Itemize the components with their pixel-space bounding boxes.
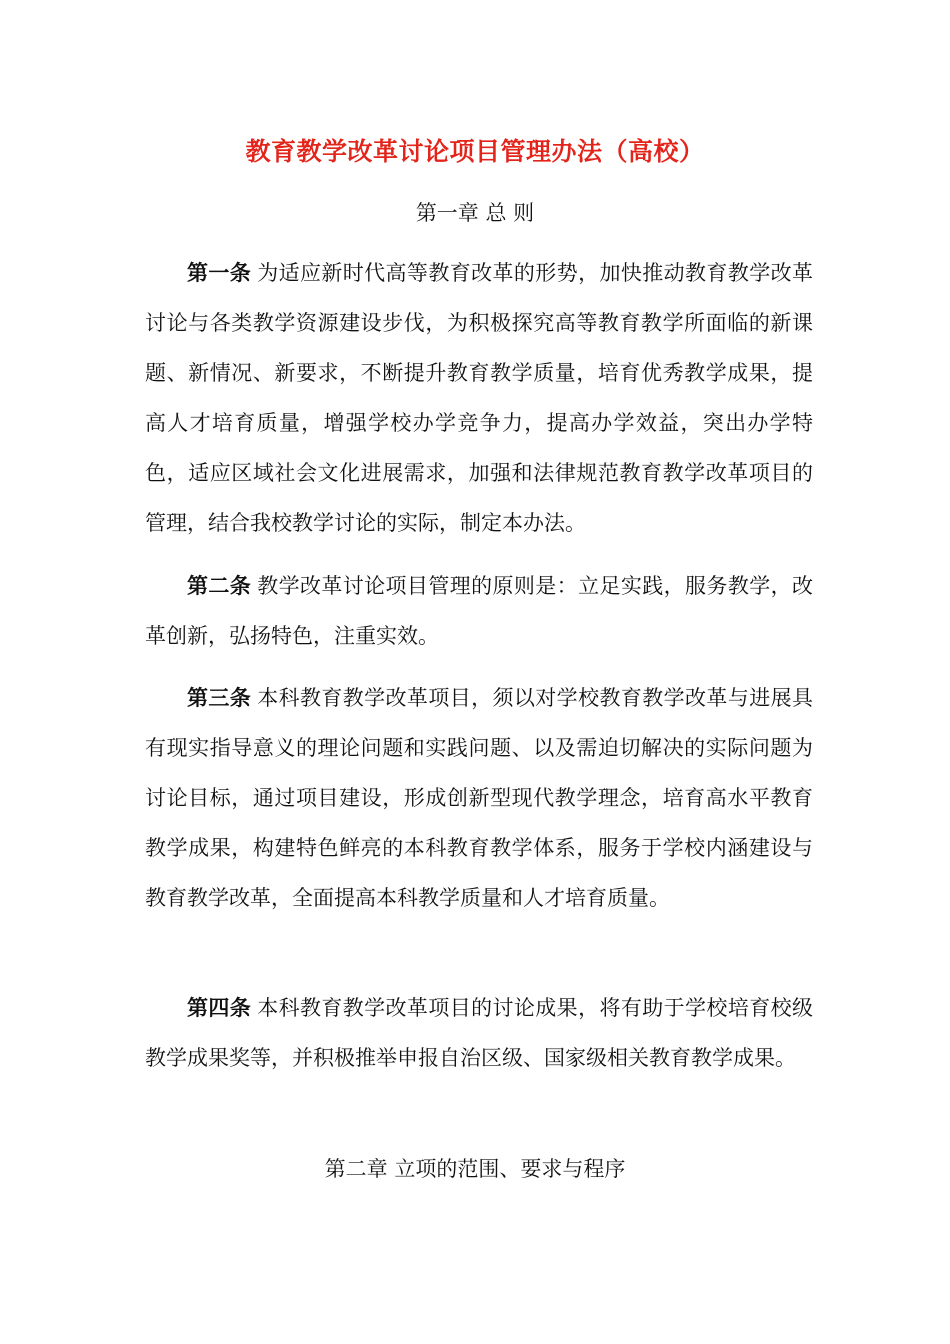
article-label: 第三条 <box>187 686 252 710</box>
article-text: 本科教育教学改革项目的讨论成果，将有助于学校培育校级教学成果奖等，并积极推举申报自治区级、国家级相关教育教学成果。 <box>145 996 814 1070</box>
article-3 <box>145 673 813 923</box>
article-text: 教学改革讨论项目管理的原则是：立足实践，服务教学，改革创新，弘扬特色，注重实效。 <box>145 574 814 648</box>
chapter-heading-2: 第二章 立项的范围、要求与程序 <box>324 1157 626 1181</box>
article-4 <box>145 983 813 1083</box>
article-label: 第一条 <box>187 261 252 285</box>
article-label: 第四条 <box>187 996 252 1020</box>
article-text: 为适应新时代高等教育改革的形势，加快推动教育教学改革讨论与各类教学资源建设步伐，为积极探究高等教育教学所面临的新课题、新情况、新要求，不断提升教育教学质量，培育优秀教学成果，提高人才培育质量，增强学校办学竞争力，提高办学效益，突出办学特色，适应区域社会文化进展需求，加强和法律规范教育教学改革项目的管理，结合我校教学讨论的实际，制定本办法。 <box>145 261 814 535</box>
document-title: 教育教学改革讨论项目管理办法（高校） <box>245 137 705 166</box>
article-text: 本科教育教学改革项目，须以对学校教育教学改革与进展具有现实指导意义的理论问题和实践问题、以及需迫切解决的实际问题为讨论目标，通过项目建设，形成创新型现代教学理念，培育高水平教育教学成果，构建特色鲜亮的本科教育教学体系，服务于学校内涵建设与教育教学改革，全面提高本科教学质量和人才培育质量。 <box>145 686 814 910</box>
article-label: 第二条 <box>187 574 252 598</box>
article-1 <box>145 248 813 548</box>
chapter-heading-1: 第一章 总 则 <box>415 201 535 225</box>
article-2 <box>145 561 813 661</box>
